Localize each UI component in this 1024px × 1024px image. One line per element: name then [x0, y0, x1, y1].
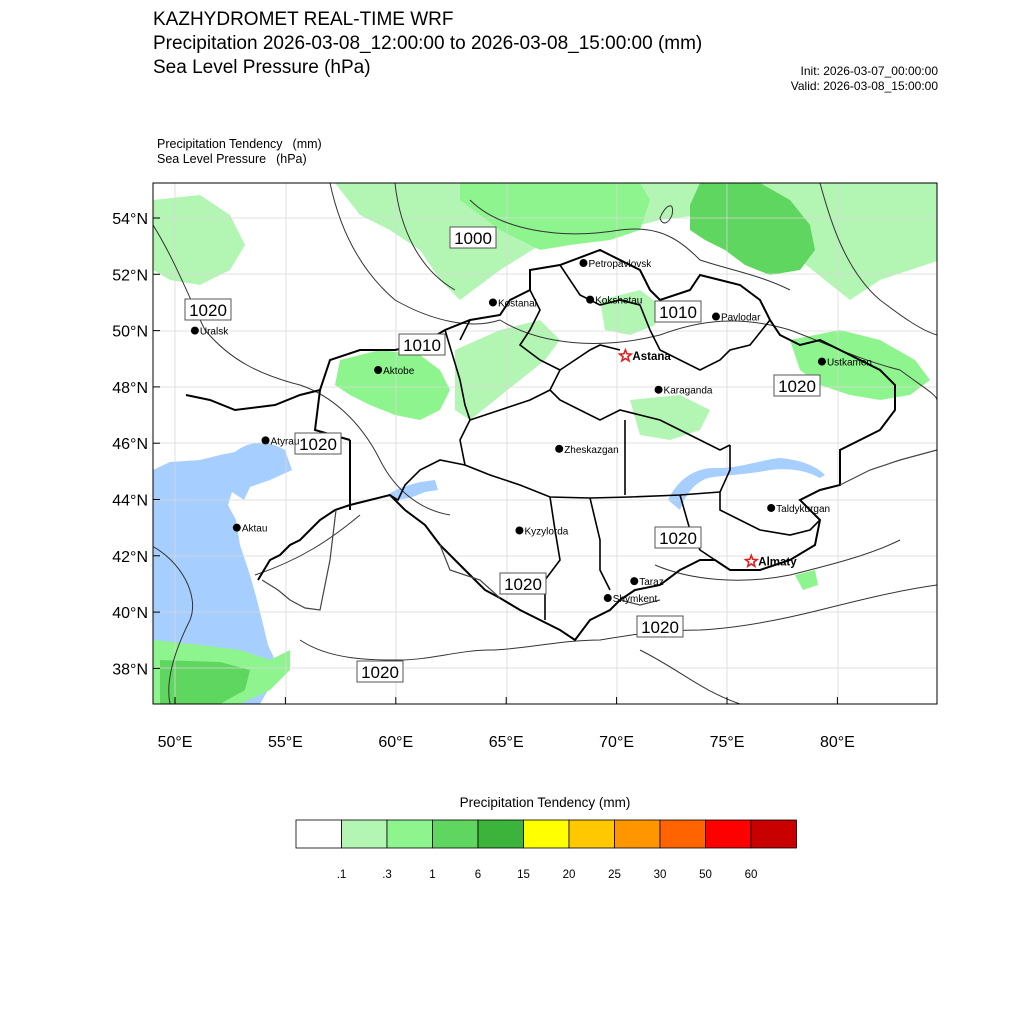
- city-dot-icon: [489, 298, 497, 306]
- city-zheskazgan: [555, 445, 618, 456]
- city-markers: [191, 259, 872, 605]
- city-label: Petropavlovsk: [588, 259, 652, 271]
- svg-text:1010: 1010: [403, 336, 441, 355]
- city-kyzylorda: [515, 526, 568, 537]
- precip-field-label: Precipitation Tendency (mm): [157, 137, 322, 151]
- city-uralsk: [191, 327, 229, 338]
- city-karaganda: [655, 386, 713, 397]
- svg-text:1020: 1020: [659, 529, 697, 548]
- isobar-label: [637, 616, 683, 637]
- capital-star-icon: [746, 555, 757, 566]
- city-label: Kokshetau: [595, 295, 643, 307]
- colorbar-swatch: [478, 820, 524, 848]
- colorbar-swatch: [387, 820, 433, 848]
- city-label: Ustkamen: [826, 357, 872, 369]
- colorbar-label: 6: [474, 869, 482, 881]
- svg-text:1000: 1000: [454, 229, 492, 248]
- city-label: Uralsk: [199, 326, 229, 338]
- city-taldykurgan: [767, 504, 830, 515]
- lon-label: 80°E: [819, 734, 855, 751]
- isobar-label: [399, 334, 445, 355]
- colorbar-label: 50: [699, 869, 712, 881]
- valid-time: Valid: 2026-03-08_15:00:00: [790, 79, 938, 93]
- city-kostanai: [489, 298, 537, 309]
- city-label: Atyrau: [270, 436, 300, 448]
- isobar-label: [500, 573, 546, 594]
- city-kokshetau: [586, 296, 642, 307]
- slp-field-label: Sea Level Pressure (hPa): [157, 152, 307, 166]
- city-dot-icon: [712, 313, 720, 321]
- city-label: Astana: [632, 350, 671, 363]
- lat-label: 38°N: [112, 661, 148, 679]
- colorbar-swatch: [433, 820, 479, 848]
- city-dot-icon: [579, 259, 587, 267]
- colorbar-label: 60: [744, 869, 758, 881]
- city-shymkent: [604, 594, 658, 605]
- lat-label: 48°N: [112, 379, 148, 397]
- city-dot-icon: [630, 577, 638, 585]
- colorbar-label: 20: [562, 869, 576, 881]
- colorbar-swatch: [296, 820, 342, 848]
- lat-label: 52°N: [112, 267, 148, 285]
- colorbar-swatch: [569, 820, 615, 848]
- isobar-label: [357, 661, 403, 682]
- city-dot-icon: [374, 366, 382, 374]
- lat-label: 44°N: [112, 492, 148, 510]
- city-label: Shymkent: [612, 594, 658, 606]
- svg-text:1020: 1020: [361, 663, 399, 682]
- city-dot-icon: [515, 526, 523, 534]
- city-dot-icon: [233, 524, 241, 532]
- city-label: Karaganda: [663, 385, 713, 397]
- city-label: Aktobe: [383, 366, 415, 378]
- svg-text:1020: 1020: [504, 575, 542, 594]
- colorbar-label: 25: [608, 869, 621, 881]
- city-taraz: [630, 577, 663, 588]
- lat-label: 42°N: [112, 548, 148, 566]
- svg-text:1020: 1020: [189, 301, 227, 320]
- colorbar-swatch: [706, 820, 752, 848]
- city-dot-icon: [767, 504, 775, 512]
- lon-label: 60°E: [378, 734, 414, 751]
- city-label: Taraz: [639, 577, 664, 589]
- svg-text:1010: 1010: [659, 303, 697, 322]
- city-dot-icon: [655, 386, 663, 394]
- title-line-2: Precipitation 2026-03-08_12:00:00 to 2026-03-08_15:00:00 (mm): [153, 33, 703, 54]
- city-label: Kostanai: [497, 298, 537, 310]
- city-petropavlovsk: [579, 259, 652, 270]
- neighbour-borders: [262, 450, 937, 610]
- title-line-1: KAZHYDROMET REAL-TIME WRF: [153, 9, 454, 30]
- colorbar-label: .3: [382, 869, 392, 881]
- title-line-3: Sea Level Pressure (hPa): [153, 57, 371, 78]
- city-label: Pavlodar: [720, 312, 761, 324]
- map-plot-area: [150, 183, 940, 704]
- city-ustkamen: [818, 358, 872, 369]
- longitude-axis: [158, 697, 855, 751]
- city-dot-icon: [191, 327, 199, 335]
- city-label: Zheskazgan: [564, 444, 619, 456]
- colorbar-label: .1: [336, 869, 347, 881]
- lat-label: 46°N: [112, 436, 148, 454]
- city-dot-icon: [604, 594, 612, 602]
- colorbar-swatch: [342, 820, 388, 848]
- city-label: Almaty: [758, 556, 797, 569]
- lat-label: 40°N: [112, 605, 148, 623]
- colorbar-label: 30: [653, 869, 667, 881]
- city-astana: [620, 350, 672, 363]
- city-dot-icon: [586, 296, 594, 304]
- isobar-label: [295, 433, 341, 454]
- colorbar-swatch: [524, 820, 570, 848]
- colorbar: [296, 820, 797, 881]
- lon-label: 70°E: [599, 734, 635, 751]
- isobar-label: [655, 527, 701, 548]
- isobar-label: [774, 375, 820, 396]
- lon-label: 65°E: [488, 734, 524, 751]
- city-label: Aktau: [241, 523, 268, 535]
- init-time: Init: 2026-03-07_00:00:00: [800, 64, 938, 78]
- city-dot-icon: [818, 358, 826, 366]
- capital-star-icon: [620, 350, 631, 361]
- city-almaty: [746, 555, 798, 568]
- aral-sea: [390, 480, 438, 500]
- city-label: Kyzylorda: [524, 526, 569, 538]
- colorbar-title: Precipitation Tendency (mm): [459, 795, 631, 810]
- lon-label: 75°E: [709, 734, 745, 751]
- colorbar-label: 15: [517, 869, 530, 881]
- colorbar-swatch: [615, 820, 661, 848]
- colorbar-swatch: [660, 820, 706, 848]
- colorbar-swatch: [751, 820, 797, 848]
- lon-label: 55°E: [267, 734, 303, 751]
- isobar-label: [185, 299, 231, 320]
- svg-text:1020: 1020: [778, 377, 816, 396]
- colorbar-label: 1: [429, 869, 436, 881]
- svg-text:1020: 1020: [299, 435, 337, 454]
- lon-label: 50°E: [157, 734, 193, 751]
- svg-text:1020: 1020: [641, 618, 679, 637]
- isobar-label: [450, 227, 496, 248]
- lat-label: 54°N: [112, 211, 148, 228]
- city-dot-icon: [262, 436, 270, 444]
- city-label: Taldykurgan: [776, 503, 831, 515]
- city-dot-icon: [555, 445, 563, 453]
- isobar-label: [655, 301, 701, 322]
- lat-label: 50°N: [112, 323, 148, 341]
